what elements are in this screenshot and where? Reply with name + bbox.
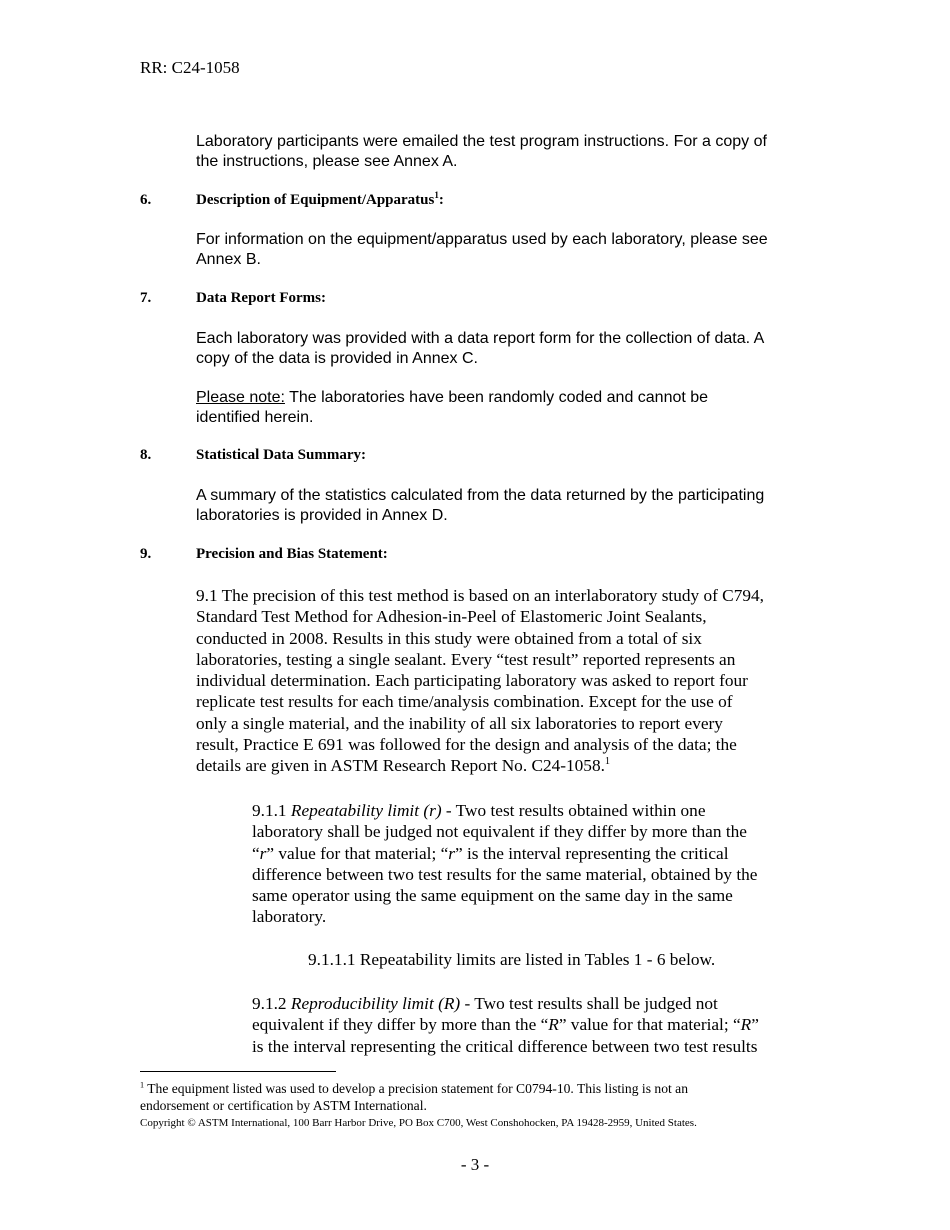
text-line: [196, 755, 816, 776]
section-8-number: 8.: [140, 447, 152, 463]
text-span: “: [252, 843, 260, 863]
text-line: laboratory shall be judged not equivalent if they differ by more than the: [252, 822, 747, 842]
text-line: the instructions, please see Annex A.: [196, 153, 458, 170]
text-line: only a single material, and the inability of all six laboratories to report every: [196, 713, 723, 733]
page-number: - 3 -: [460, 1155, 490, 1174]
text-line: laboratory.: [252, 907, 327, 927]
heading-colon: :: [438, 192, 444, 208]
copyright-notice: Copyright © ASTM International, 100 Barr Harbor Drive, PO Box C700, West Conshohocken, PA 19428-2959, United States.: [140, 1117, 697, 1129]
text-span: ” value for that material; “: [266, 843, 449, 863]
section-7-note: [196, 388, 816, 428]
footnote-marker: 1: [140, 1080, 145, 1090]
text-line: is the interval representing the critical difference between two test results: [252, 1036, 758, 1056]
section-9-heading: Precision and Bias Statement:: [196, 546, 388, 562]
text-line: For information on the equipment/apparatus used by each laboratory, please see: [196, 231, 768, 248]
section-6-paragraph: [196, 230, 816, 270]
text-line: conducted in 2008. Results in this study were obtained from a total of six: [196, 628, 702, 648]
footnote-ref: 1: [604, 756, 611, 768]
section-8-paragraph: [196, 486, 816, 526]
note-text: The laboratories have been randomly coded and cannot be: [284, 389, 709, 406]
symbol-r: r: [448, 843, 455, 863]
footnote-divider: [140, 1071, 336, 1072]
text-line: Standard Test Method for Adhesion-in-Peel of Elastomeric Joint Sealants,: [196, 607, 707, 627]
term-repeatability: Repeatability limit (r): [290, 801, 442, 820]
text-line: endorsement or certification by ASTM International.: [140, 1098, 427, 1113]
note-label: Please note:: [196, 389, 285, 406]
repeatability-tables-note-9-1-1-1: 9.1.1.1 Repeatability limits are listed in Tables 1 - 6 below.: [308, 950, 716, 969]
reproducibility-paragraph-9-1-2: [252, 993, 812, 1057]
text-line: 9.1 The precision of this test method is based on an interlaboratory study of C794,: [196, 586, 764, 605]
repeatability-paragraph-9-1-1: [252, 800, 812, 928]
text-line: A summary of the statistics calculated from the data returned by the participating: [196, 487, 765, 504]
text-line: individual determination. Each participating laboratory was asked to report four: [196, 671, 748, 691]
symbol-r: r: [259, 843, 267, 863]
text-line: Laboratory participants were emailed the test program instructions. For a copy of: [196, 133, 767, 150]
text-span: ”: [751, 1015, 759, 1035]
section-7-paragraph: [196, 329, 816, 369]
section-9-number: 9.: [140, 546, 152, 562]
text-span: ” is the interval representing the critical: [454, 843, 729, 863]
section-6-heading: [196, 192, 444, 209]
intro-paragraph: [196, 132, 816, 172]
text-span: - Two test results shall be judged not: [460, 994, 718, 1013]
text-line: Each laboratory was provided with a data report form for the collection of data. A: [196, 330, 765, 347]
text-line: laboratories, testing a single sealant. Every “test result” reported represents an: [196, 649, 736, 669]
text-line: [252, 993, 812, 1014]
term-reproducibility: Reproducibility limit (R): [290, 994, 461, 1013]
text-line: identified herein.: [196, 409, 314, 426]
text-line: copy of the data is provided in Annex C.: [196, 350, 478, 367]
precision-paragraph-9-1: [196, 585, 816, 777]
text-span: - Two test results obtained within one: [441, 801, 706, 820]
text-line: same operator using the same equipment on the same day in the same: [252, 886, 733, 906]
report-id-header: RR: C24-1058: [140, 58, 240, 77]
clause-number: 9.1.1: [252, 801, 291, 820]
text-line: laboratories is provided in Annex D.: [196, 507, 448, 524]
text-line: [252, 1014, 812, 1035]
section-8-heading: Statistical Data Summary:: [196, 447, 366, 463]
text-span: The equipment listed was used to develop a precision statement for C0794-10. This listing is not an: [144, 1081, 688, 1096]
text-line: result, Practice E 691 was followed for the design and analysis of the data; the: [196, 735, 737, 755]
section-7-heading: Data Report Forms:: [196, 290, 326, 306]
footnote: [140, 1080, 820, 1114]
symbol-R: R: [548, 1015, 559, 1035]
footnote-ref: 1: [434, 190, 439, 200]
text-span: equivalent if they differ by more than the “: [252, 1015, 549, 1035]
text-line: Annex B.: [196, 251, 261, 268]
text-span: ” value for that material; “: [558, 1015, 741, 1035]
text-line: replicate test results for each time/analysis combination. Except for the use of: [196, 692, 733, 712]
symbol-R: R: [740, 1015, 752, 1035]
text-line: [252, 843, 812, 864]
section-7-number: 7.: [140, 290, 152, 306]
heading-text: Description of Equipment/Apparatus: [196, 192, 435, 208]
text-line: [196, 388, 816, 408]
clause-number: 9.1.2: [252, 994, 291, 1013]
text-span: details are given in ASTM Research Report No. C24-1058.: [196, 756, 605, 776]
text-line: [140, 1080, 820, 1097]
section-6-number: 6.: [140, 192, 152, 208]
text-line: [252, 800, 812, 821]
text-line: difference between two test results for the same material, obtained by the: [252, 864, 758, 884]
